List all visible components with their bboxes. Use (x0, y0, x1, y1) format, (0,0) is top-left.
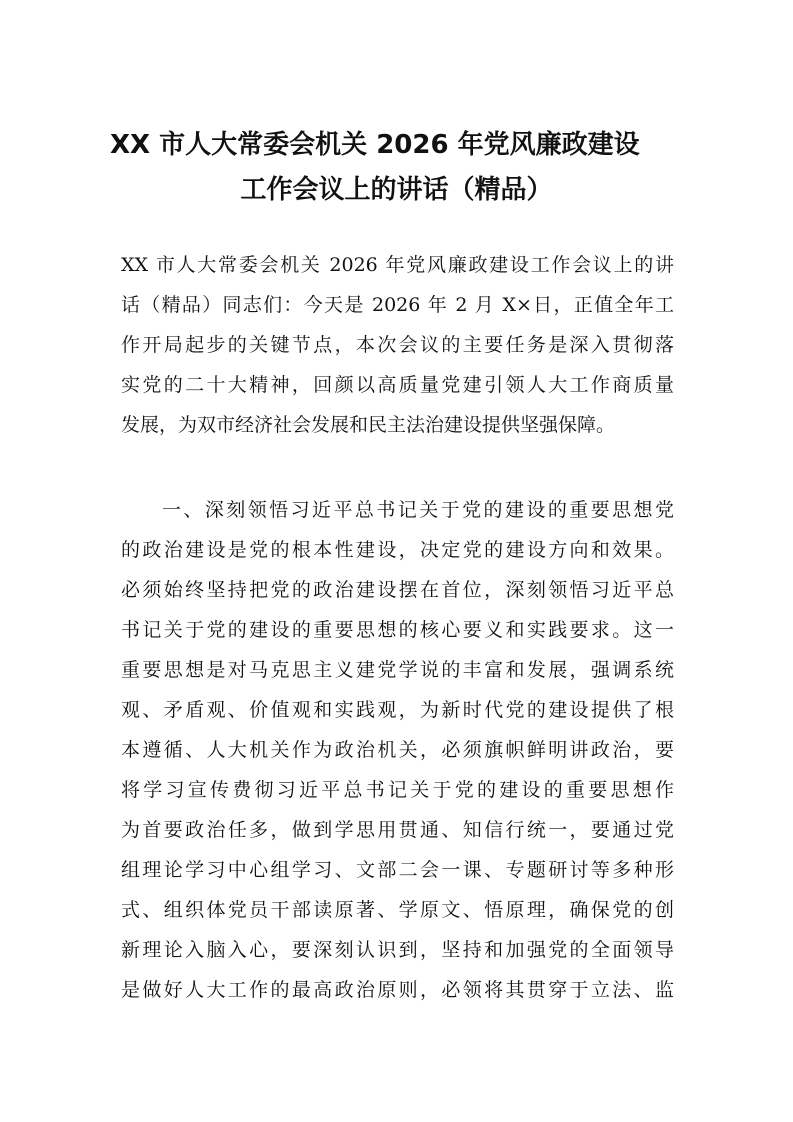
paragraph-line: 必须始终坚持把党的政治建设摆在首位，深刻领悟习近平总 (121, 579, 674, 601)
document-title-line-1: XX 市人大常委会机关 2026 年党风廉政建设 (110, 130, 640, 160)
paragraph-line: XX 市人大常委会机关 2026 年党风廉政建设工作会议上的讲 (121, 254, 674, 276)
paragraph-line: 一、深刻领悟习近平总书记关于党的建设的重要思想党 (162, 499, 674, 521)
paragraph-line: 书记关于党的建设的重要思想的核心要义和实践要求。这一 (121, 619, 674, 641)
paragraph-line: 为首要政治任多，做到学思用贯通、知信行统一，要通过党 (121, 819, 674, 841)
paragraph-line: 作开局起步的关键节点，本次会议的主要任务是深入贯彻落 (121, 334, 674, 356)
paragraph-line: 将学习宣传费彻习近平总书记关于党的建设的重要思想作 (121, 779, 674, 801)
paragraph-line: 组理论学习中心组学习、文部二会一课、专题研讨等多种形 (121, 859, 674, 881)
paragraph-line: 重要思想是对马克思主义建党学说的丰富和发展，强调系统 (121, 659, 674, 681)
paragraph-line: 的政治建设是党的根本性建设，决定党的建设方向和效果。 (121, 539, 674, 561)
paragraph-line: 是做好人大工作的最高政治原则，必领将其贯穿于立法、监 (121, 979, 674, 1001)
paragraph-line: 新理论入脑入心，要深刻认识到，坚持和加强党的全面领导 (121, 939, 674, 961)
paragraph-line: 本遵循、人大机关作为政治机关，必须旗帜鲜明讲政治，要 (121, 739, 674, 761)
paragraph-line: 观、矛盾观、价值观和实践观，为新时代党的建设提供了根 (121, 699, 674, 721)
paragraph-line: 话（精品）同志们：今天是 2026 年 2 月 X×日，正值全年工 (121, 294, 674, 316)
document-title-line-2: 工作会议上的讲话（精品） (240, 175, 553, 205)
paragraph-line: 式、组织体党员干部读原著、学原文、悟原理，确保党的创 (121, 899, 674, 921)
paragraph-line: 发展，为双市经济社会发展和民主法治建设提供坚强保障。 (121, 414, 616, 436)
paragraph-line: 实党的二十大精神，回颜以高质量党建引领人大工作商质量 (121, 374, 674, 396)
